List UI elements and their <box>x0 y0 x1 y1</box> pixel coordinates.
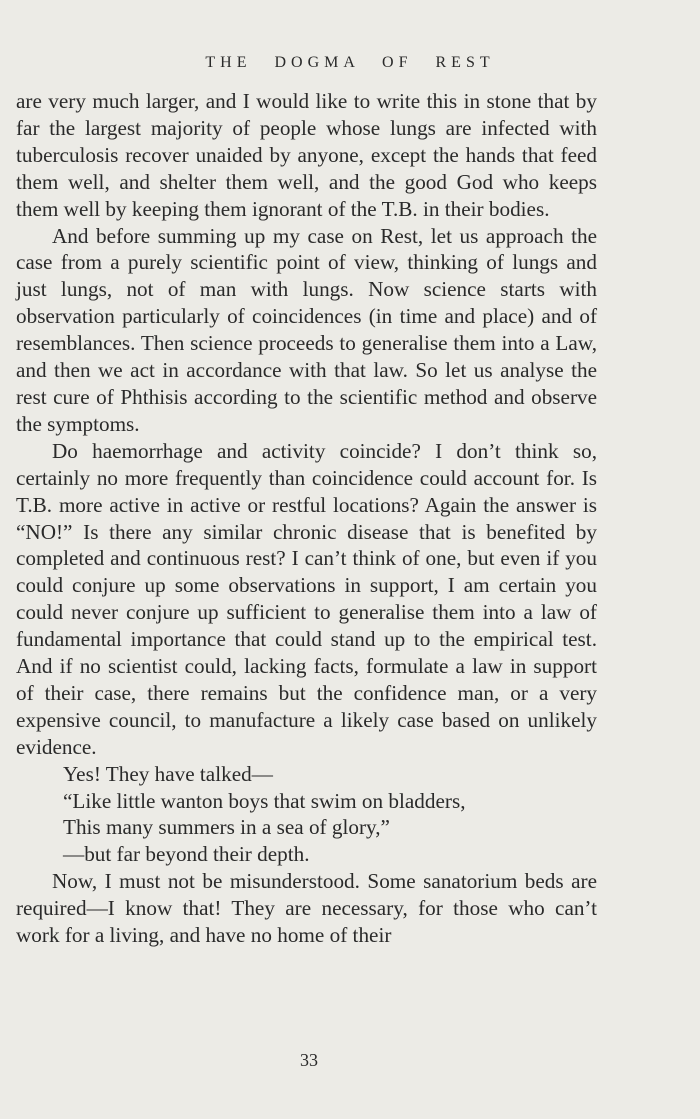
verse-line: Yes! They have talked— <box>63 761 273 786</box>
running-head: THE DOGMA OF REST <box>205 54 495 71</box>
paragraph-haemorrhage: Do haemorrhage and activity coincide? I don’t think so, certainly no more frequently than coincidence could account for. Is T.B. more active in active or restful locations? Again the answer is “NO!” Is there any similar chronic disease that is benefited by completed and continuous rest? I can’t think of one, but even if you could conjure up some observations in support, I am certain you could never conjure up sufficient to generalise them into a law of fundamental importance that could stand up to the empirical test. And if no scientist could, lacking facts, formulate a law in support of their case, there remains but the confidence man, or a very expensive council, to manufacture a likely case based on unlikely evidence. <box>16 438 597 759</box>
verse-line: —but far beyond their depth. <box>63 842 310 867</box>
paragraph-continued: are very much larger, and I would like to write this in stone that by far the largest majority of people whose lungs are infected with tuberculosis recover unaided by anyone, except the hands that feed them well, and shelter them well, and the good God who keeps them well by keeping them ignorant of the T.B. in their bodies. <box>16 89 597 221</box>
verse-quotation <box>16 761 597 869</box>
page-number: 33 <box>300 1050 318 1070</box>
verse-line: “Like little wanton boys that swim on bladders, <box>63 788 466 813</box>
verse-line: This many summers in a sea of glory,” <box>63 815 390 840</box>
body-text <box>16 88 597 949</box>
paragraph-sanatorium: Now, I must not be misunderstood. Some sanatorium beds are required—I know that! They are necessary, for those who can’t work for a living, and have no home of their <box>16 869 597 948</box>
paragraph-scientific-view: And before summing up my case on Rest, let us approach the case from a purely scientific point of view, thinking of lungs and just lungs, not of man with lungs. Now science starts with observation particularly of coincidences (in time and place) and of resemblances. Then science proceeds to generalise them into a Law, and then we act in accordance with that law. So let us analyse the rest cure of Phthisis according to the scientific method and observe the symptoms. <box>16 223 597 436</box>
